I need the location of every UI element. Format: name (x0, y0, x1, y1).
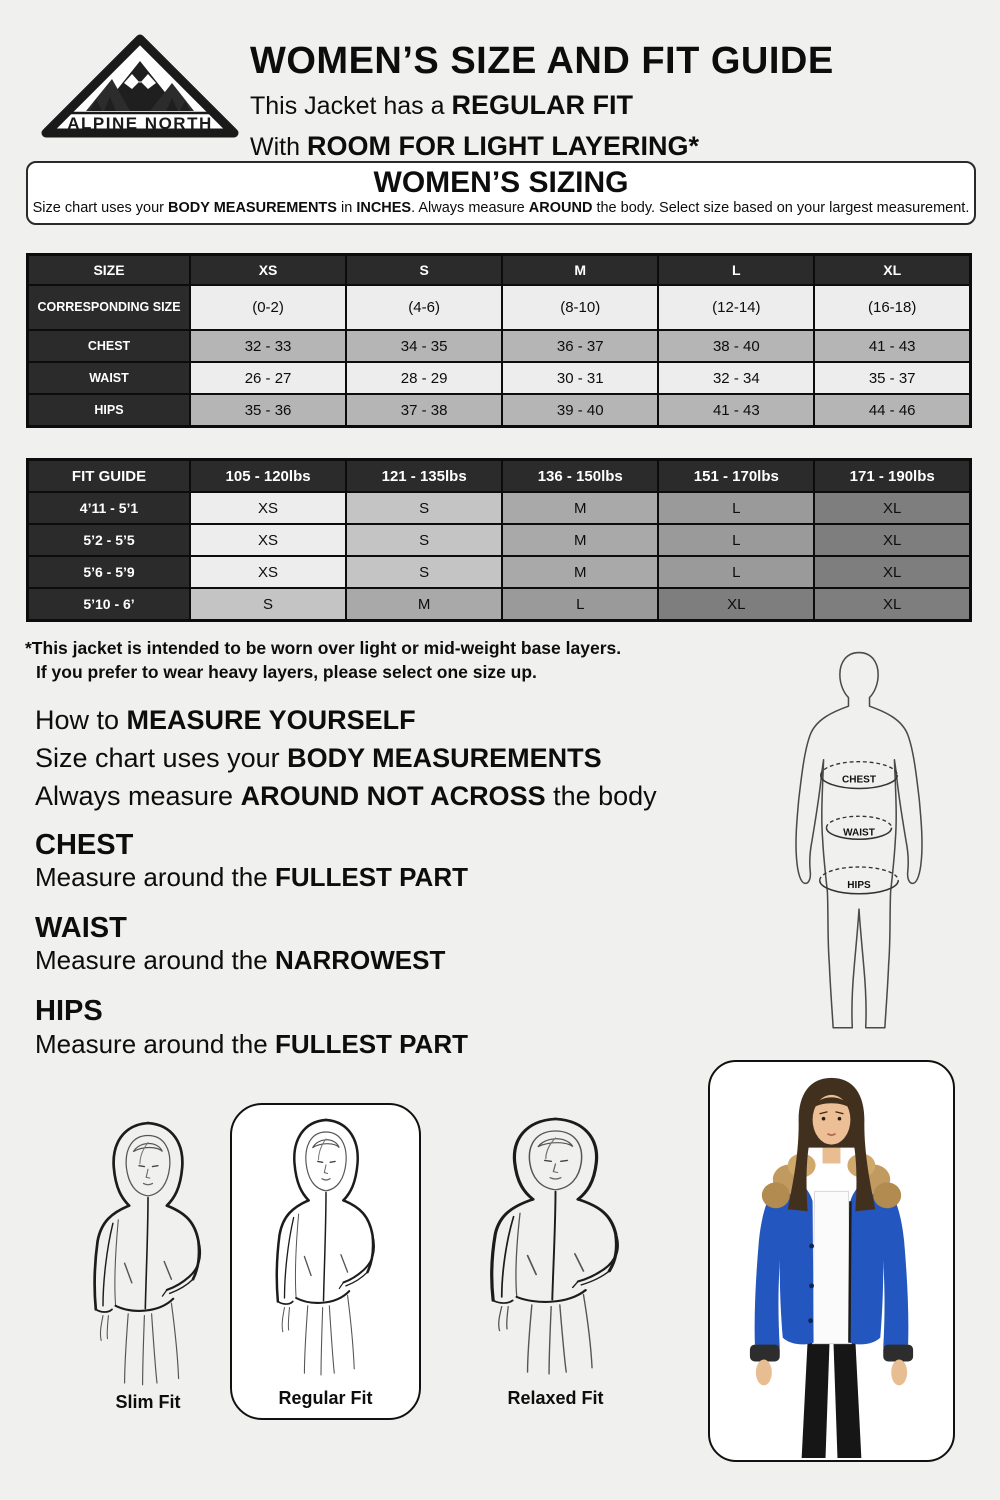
table-row (28, 556, 971, 588)
fit-size-cell: S (346, 492, 502, 524)
size-value-cell: 32 - 33 (190, 330, 346, 362)
fit-size-cell: L (502, 588, 658, 621)
measure-text: How to (35, 705, 127, 735)
diagram-hips-label: HIPS (847, 880, 871, 892)
slim-fit-illustration (58, 1116, 238, 1391)
fit-size-cell: M (346, 588, 502, 621)
fit-size-cell: L (658, 492, 814, 524)
fit-size-cell: XL (814, 524, 970, 556)
size-value-cell: 34 - 35 (346, 330, 502, 362)
regular-fit-highlight-box (230, 1103, 421, 1420)
size-value-cell: 41 - 43 (814, 330, 970, 362)
table-header-row (28, 460, 971, 493)
diagram-chest-label: CHEST (842, 774, 876, 786)
header-cell: 136 - 150lbs (502, 460, 658, 493)
footnote-line: If you prefer to wear heavy layers, please select one size up. (36, 661, 537, 682)
subtitle-normal: This Jacket has a (250, 92, 452, 120)
womens-sizing-box (26, 161, 976, 225)
desc-part: in (336, 200, 357, 216)
waist-section (35, 913, 675, 975)
instruction-bold: FULLEST PART (274, 1028, 468, 1059)
measure-text: Always measure (35, 780, 241, 811)
layering-footnote (25, 637, 621, 684)
desc-part-bold: INCHES (356, 200, 412, 216)
product-photo (708, 1060, 955, 1462)
header-cell: 171 - 190lbs (814, 460, 970, 493)
logo-text: ALPINE NORTH (67, 114, 213, 133)
row-label: WAIST (28, 362, 191, 394)
chest-section (35, 830, 675, 892)
fit-size-cell: S (346, 524, 502, 556)
instruction-text: Measure around the (35, 862, 275, 893)
measure-text-bold: AROUND NOT ACROSS (240, 780, 546, 811)
size-value-cell: 28 - 29 (346, 362, 502, 394)
size-value-cell: 30 - 31 (502, 362, 658, 394)
alpine-north-logo (40, 33, 240, 143)
instruction-text: Measure around the (35, 945, 275, 976)
fit-size-cell: XS (190, 556, 346, 588)
table-row (28, 330, 971, 362)
fit-size-cell: S (346, 556, 502, 588)
measure-text-bold: MEASURE YOURSELF (126, 705, 416, 735)
header-cell: 151 - 170lbs (658, 460, 814, 493)
header-cell: L (658, 255, 814, 286)
regular-fit-label: Regular Fit (278, 1388, 373, 1408)
size-value-cell: (8-10) (502, 285, 658, 330)
fit-size-cell: M (502, 524, 658, 556)
row-label: HIPS (28, 394, 191, 427)
how-to-measure-block (35, 702, 657, 815)
fit-size-cell: XL (814, 556, 970, 588)
size-value-cell: 26 - 27 (190, 362, 346, 394)
table-row (28, 492, 971, 524)
size-value-cell: (0-2) (190, 285, 346, 330)
relaxed-fit-label: Relaxed Fit (507, 1388, 604, 1408)
row-label: 5’10 - 6’ (28, 588, 191, 621)
header-cell: 121 - 135lbs (346, 460, 502, 493)
size-value-cell: 39 - 40 (502, 394, 658, 427)
fit-size-cell: M (502, 556, 658, 588)
footnote-line: *This jacket is intended to be worn over light or mid-weight base layers. (25, 638, 622, 658)
desc-part-bold: BODY MEASUREMENTS (168, 200, 337, 216)
slim-fit-label: Slim Fit (115, 1392, 181, 1412)
section-title: HIPS (35, 995, 103, 1028)
section-instruction (35, 946, 675, 975)
row-label: 4’11 - 5’1 (28, 492, 191, 524)
size-value-cell: 44 - 46 (814, 394, 970, 427)
measurement-sections (35, 830, 675, 1079)
desc-part: . Always measure (411, 200, 529, 216)
size-measurement-table (26, 253, 972, 428)
size-value-cell: 32 - 34 (658, 362, 814, 394)
measure-line (35, 778, 657, 816)
table-row (28, 524, 971, 556)
fit-size-cell: L (658, 556, 814, 588)
row-label: 5’6 - 5’9 (28, 556, 191, 588)
diagram-waist-label: WAIST (843, 827, 875, 839)
subtitle-normal: With (250, 133, 307, 162)
table-header-row (28, 255, 971, 286)
measure-text: the body (545, 780, 657, 811)
row-label: 5’2 - 5’5 (28, 524, 191, 556)
fit-size-cell: S (190, 588, 346, 621)
size-value-cell: (4-6) (346, 285, 502, 330)
subtitle-bold: REGULAR FIT (451, 90, 633, 120)
jacket-photo-illustration (710, 1062, 953, 1460)
size-value-cell: 35 - 36 (190, 394, 346, 427)
section-title: CHEST (35, 829, 134, 861)
fit-size-cell: L (658, 524, 814, 556)
size-value-cell: (16-18) (814, 285, 970, 330)
size-value-cell: 36 - 37 (502, 330, 658, 362)
table-row (28, 394, 971, 427)
body-measurement-diagram (752, 643, 966, 1045)
row-label: CHEST (28, 330, 191, 362)
relaxed-fit-illustration (448, 1112, 663, 1380)
measure-line (35, 740, 657, 778)
regular-fit-illustration (243, 1113, 409, 1381)
header-cell: M (502, 255, 658, 286)
header-cell: XS (190, 255, 346, 286)
measure-text-bold: BODY MEASUREMENTS (287, 742, 602, 773)
fit-guide-table (26, 458, 972, 622)
size-value-cell: 38 - 40 (658, 330, 814, 362)
size-value-cell: 37 - 38 (346, 394, 502, 427)
size-value-cell: 41 - 43 (658, 394, 814, 427)
fit-size-cell: XL (814, 588, 970, 621)
instruction-text: Measure around the (35, 1028, 275, 1059)
header-cell: SIZE (28, 255, 191, 286)
sizing-box-title: WOMEN’S SIZING (373, 166, 629, 199)
sizing-box-description (28, 200, 974, 216)
fit-size-cell: XL (658, 588, 814, 621)
desc-part: Size chart uses your (32, 200, 169, 216)
hips-section (35, 996, 675, 1058)
fit-size-cell: M (502, 492, 658, 524)
layering-subtitle (250, 131, 970, 162)
section-title: WAIST (35, 912, 127, 945)
section-instruction (35, 863, 675, 892)
measure-line (35, 702, 657, 740)
header-cell: 105 - 120lbs (190, 460, 346, 493)
section-instruction (35, 1030, 675, 1059)
header-cell: XL (814, 255, 970, 286)
table-row (28, 588, 971, 621)
fit-size-cell: XS (190, 524, 346, 556)
instruction-bold: FULLEST PART (274, 862, 468, 893)
instruction-bold: NARROWEST (274, 945, 446, 976)
subtitle-bold: ROOM FOR LIGHT LAYERING* (306, 131, 699, 162)
measure-text: Size chart uses your (35, 742, 288, 773)
header-title-block (250, 42, 970, 162)
fit-size-cell: XS (190, 492, 346, 524)
desc-part: the body. Select size based on your largest measurement. (592, 200, 970, 216)
table-row (28, 362, 971, 394)
size-value-cell: 35 - 37 (814, 362, 970, 394)
page-title: WOMEN’S SIZE AND FIT GUIDE (250, 40, 834, 82)
row-label: CORRESPONDING SIZE (28, 285, 191, 330)
desc-part-bold: AROUND (528, 200, 593, 216)
table-row (28, 285, 971, 330)
fit-subtitle (250, 90, 970, 121)
size-value-cell: (12-14) (658, 285, 814, 330)
header-cell: FIT GUIDE (28, 460, 191, 493)
fit-size-cell: XL (814, 492, 970, 524)
header-cell: S (346, 255, 502, 286)
